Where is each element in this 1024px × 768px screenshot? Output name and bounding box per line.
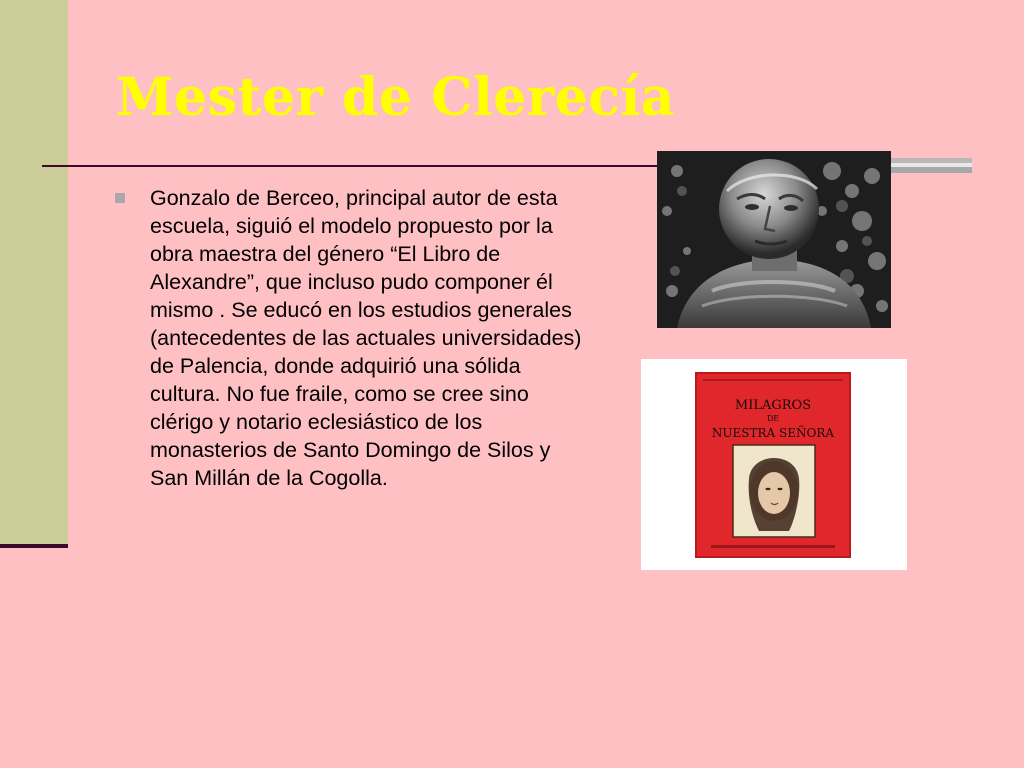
book-title-line-3: NUESTRA SEÑORA — [711, 426, 835, 440]
content-area — [112, 184, 582, 492]
side-divider — [0, 544, 68, 548]
bust-sculpture-photo — [657, 151, 891, 328]
book-title-line-2: DE — [766, 414, 780, 423]
book-cover-photo — [641, 359, 907, 570]
bullet-item — [112, 184, 582, 492]
side-band — [0, 0, 68, 548]
slide-title: Mester de Clerecía — [116, 67, 675, 128]
book-title-line-1: MILAGROS — [734, 398, 812, 413]
decorative-bar — [890, 158, 972, 178]
square-bullet-icon — [115, 193, 125, 203]
title-divider — [42, 165, 662, 167]
bullet-text: Gonzalo de Berceo, principal autor de esta escuela, siguió el modelo propuesto por la obra maestra del género “El Libro de Alexandre”, que incluso pudo componer él mismo . Se educó en los estudios generales (antecedentes de las actuales universidades) de Palencia, donde adquirió una sólida cultura. No fue fraile, como se cree sino clérigo y notario eclesiástico de los monasterios de Santo Domingo de Silos y San Millán de la Cogolla. — [150, 186, 582, 490]
